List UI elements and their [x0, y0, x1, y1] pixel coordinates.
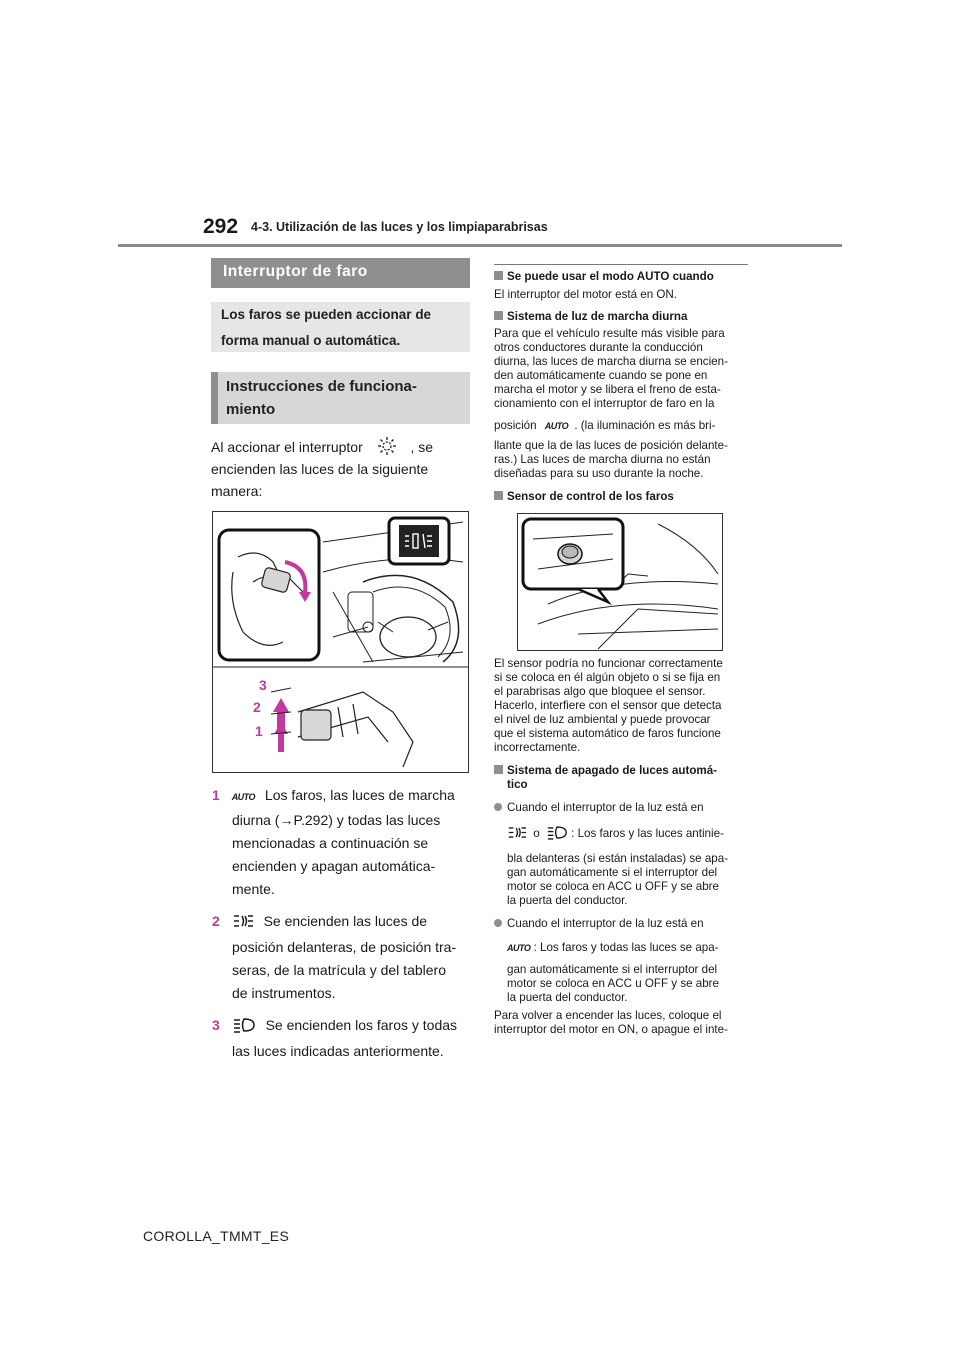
item-3-line-1: Se encienden los faros y todas — [265, 1017, 458, 1033]
op-line-1b: , se — [410, 439, 434, 455]
s3-line: incorrectamente. — [494, 741, 581, 754]
s3-title-text: Sensor de control de los faros — [507, 490, 674, 503]
b2-text: Cuando el interruptor de la luz está en — [507, 917, 704, 930]
item-1-line-4: encienden y apagan automática- — [232, 858, 436, 874]
s4-title — [494, 764, 764, 792]
s2-line: Para que el vehículo resulte más visible para — [494, 327, 725, 340]
item-3-number: 3 — [212, 1017, 220, 1033]
s2-pos-b: . (la iluminación es más bri- — [574, 419, 716, 432]
square-bullet-icon — [494, 765, 503, 774]
s3-line: que el sistema automático de faros funcione — [494, 727, 721, 740]
square-bullet-icon — [494, 271, 503, 280]
s1-title-text: Se puede usar el modo AUTO cuando — [507, 270, 714, 283]
figure-label-2: 2 — [253, 699, 261, 715]
sensor-figure — [517, 513, 723, 651]
item-2-line-4: de instrumentos. — [232, 985, 336, 1001]
s2-line: marcha el motor y se libera el freno de esta- — [494, 383, 721, 396]
last-line: interruptor del motor en ON, o apague el inte- — [494, 1023, 728, 1036]
headlight-switch-illustration — [213, 512, 468, 772]
page-number: 292 — [203, 215, 239, 238]
s4-title-line-1: Sistema de apagado de luces automá- — [507, 764, 718, 777]
op-line-3: manera: — [211, 483, 263, 499]
item-1-number: 1 — [212, 787, 220, 803]
figure-label-3: 3 — [259, 677, 267, 693]
item-1-line-5: mente. — [232, 881, 275, 897]
b1-or: o — [533, 827, 540, 840]
item-1-line-2: diurna (→P.292) y todas las luces — [232, 812, 441, 828]
item-2-line-2: posición delanteras, de posición tra- — [232, 939, 457, 955]
heading2-line-1: Instrucciones de funciona- — [226, 378, 417, 395]
square-bullet-icon — [494, 311, 503, 320]
headlight-icon — [232, 1017, 256, 1040]
s1-title — [494, 270, 764, 284]
s3-line: El sensor podría no funcionar correctamente — [494, 657, 723, 670]
operation-intro — [211, 436, 473, 502]
right-column — [494, 270, 764, 1037]
s2-line: otros conductores durante la conducción — [494, 341, 703, 354]
document-code: COROLLA_TMMT_ES — [143, 1228, 290, 1244]
s2-line: den automáticamente cuando se pone en — [494, 369, 708, 382]
item-1-line-1: Los faros, las luces de marcha — [264, 787, 455, 803]
b1-text: Cuando el interruptor de la luz está en — [507, 801, 704, 814]
b2-line: la puerta del conductor. — [507, 991, 628, 1004]
figure-label-1: 1 — [255, 723, 263, 739]
s3-paragraph — [494, 657, 764, 755]
s2-line2: llante que la de las luces de posición delante- — [494, 439, 728, 452]
s4-title-line-2: tico — [507, 778, 528, 791]
s2-line2: diseñadas para su uso durante la noche. — [494, 467, 704, 480]
round-bullet-icon — [494, 803, 502, 811]
bullet-1 — [494, 801, 764, 908]
b1-after: : Los faros y las luces antinie- — [571, 827, 724, 840]
position-lights-icon — [507, 825, 527, 844]
s2-pos-a: posición — [494, 419, 537, 432]
b1-line: motor se coloca en ACC u OFF y se abre — [507, 880, 719, 893]
auto-icon: AUTO — [544, 421, 569, 431]
right-top-rule — [494, 264, 748, 265]
s2-paragraph — [494, 327, 764, 481]
intro-line-1: Los faros se pueden accionar de — [221, 307, 432, 322]
b1-line: la puerta del conductor. — [507, 894, 628, 907]
heading-interruptor-de-faro: Interruptor de faro — [211, 258, 470, 288]
round-bullet-icon — [494, 919, 502, 927]
s3-line: si se coloca en él algún objeto o si se fija en — [494, 671, 721, 684]
last-paragraph — [494, 1009, 764, 1037]
b2-line: gan automáticamente si el interruptor del — [507, 963, 718, 976]
op-line-2: encienden las luces de la siguiente — [211, 461, 429, 477]
section-title: 4-3. Utilización de las luces y los limpiaparabrisas — [251, 220, 548, 234]
b1-line: gan automáticamente si el interruptor del — [507, 866, 718, 879]
sun-icon — [367, 436, 407, 454]
auto-icon: AUTO — [507, 943, 531, 953]
auto-icon: AUTO — [231, 792, 256, 802]
item-2-line-3: seras, de la matrícula y del tablero — [232, 962, 446, 978]
headlight-icon — [546, 825, 568, 844]
item-3 — [212, 1014, 474, 1063]
header-rule — [118, 244, 842, 247]
s2-title — [494, 310, 764, 324]
s3-line: el nivel de luz ambiental y puede provocar — [494, 713, 711, 726]
heading2-line-2: miento — [226, 401, 276, 418]
last-line: Para volver a encender las luces, coloque el — [494, 1009, 722, 1022]
square-bullet-icon — [494, 491, 503, 500]
headlight-switch-figure — [212, 511, 469, 773]
s1-text: El interruptor del motor está en ON. — [494, 288, 678, 301]
bullet-2 — [494, 917, 764, 1005]
b2-after: : Los faros y todas las luces se apa- — [533, 941, 719, 954]
item-1 — [212, 784, 474, 901]
item-3-line-2: las luces indicadas anteriormente. — [232, 1043, 444, 1059]
heading-instrucciones — [211, 372, 470, 424]
op-line-1a: Al accionar el interruptor — [211, 439, 363, 455]
b2-line: motor se coloca en ACC u OFF y se abre — [507, 977, 719, 990]
item-2-line-1: Se encienden las luces de — [263, 913, 428, 929]
s3-line: Hacerlo, interfiere con el sensor que detecta — [494, 699, 722, 712]
intro-line-2: forma manual o automática. — [221, 333, 401, 348]
item-2 — [212, 910, 474, 1005]
s2-line: cionamiento con el interruptor de faro en la — [494, 397, 715, 410]
s3-title — [494, 490, 764, 504]
s2-title-text: Sistema de luz de marcha diurna — [507, 310, 688, 323]
intro-box — [211, 302, 470, 352]
b1-line: bla delanteras (si están instaladas) se apa- — [507, 852, 729, 865]
position-lights-icon — [232, 913, 254, 936]
s2-line2: ras.) Las luces de marcha diurna no están — [494, 453, 711, 466]
item-1-line-3: mencionadas a continuación se — [232, 835, 429, 851]
item-2-number: 2 — [212, 913, 220, 929]
s2-line: diurna, las luces de marcha diurna se encien- — [494, 355, 728, 368]
s3-line: el parabrisas algo que bloquee el sensor. — [494, 685, 706, 698]
sensor-illustration — [518, 514, 722, 650]
